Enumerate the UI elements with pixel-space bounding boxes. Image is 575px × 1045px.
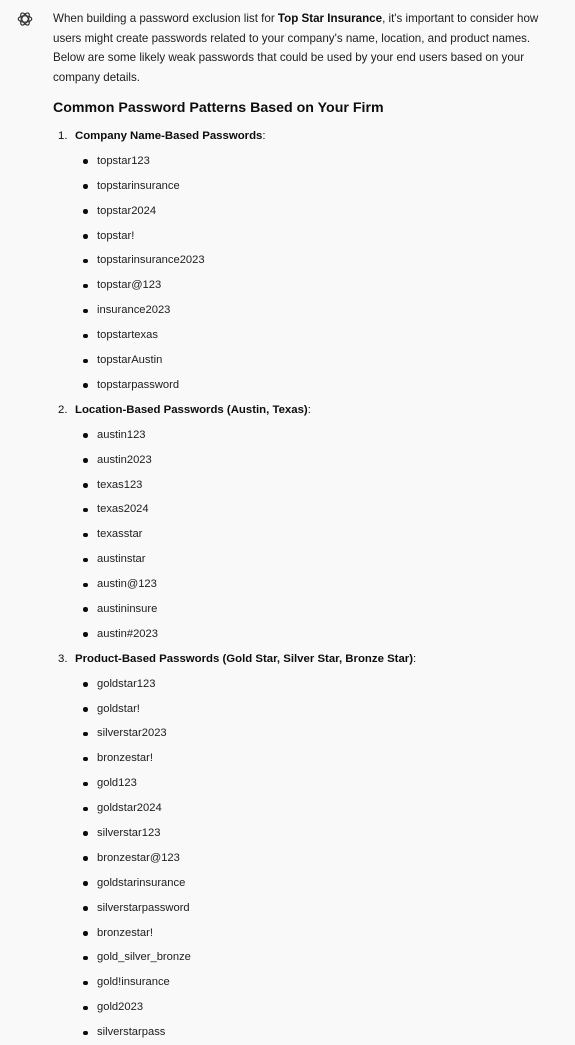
- password-text: topstarpassword: [97, 378, 180, 391]
- password-text: topstarinsurance2023: [97, 254, 205, 267]
- password-list-item: [53, 1020, 553, 1045]
- password-text: topstar2024: [97, 204, 157, 217]
- password-text: topstar!: [97, 229, 135, 242]
- password-list-item: [53, 273, 553, 298]
- password-list-item: [53, 547, 553, 572]
- password-text: texas123: [97, 478, 143, 491]
- password-list-item: [53, 896, 553, 921]
- password-text: insurance2023: [97, 304, 171, 317]
- bullet-icon: [83, 383, 88, 388]
- intro-text-after: , it's important to consider how users might create passwords related to your company's name, location, and product names. Below are some likely weak passwords that could be used by your end users based on your company details.: [53, 12, 539, 84]
- bullet-icon: [83, 284, 88, 289]
- bullet-icon: [83, 359, 88, 364]
- password-text: silverstar123: [97, 826, 161, 839]
- section-title: [53, 124, 553, 149]
- bullet-icon: [83, 682, 88, 687]
- bullet-icon: [83, 707, 88, 712]
- bullet-icon: [83, 334, 88, 339]
- bullet-icon: [83, 956, 88, 961]
- password-text: topstarinsurance: [97, 179, 180, 192]
- password-list: [53, 672, 553, 1045]
- password-list-item: [53, 622, 553, 647]
- intro-paragraph: [53, 9, 553, 87]
- bullet-icon: [83, 906, 88, 911]
- password-list: [53, 423, 553, 647]
- password-text: austin@123: [97, 578, 157, 591]
- password-text: gold_silver_bronze: [97, 951, 191, 964]
- section-title-suffix: :: [413, 652, 417, 665]
- password-list-item: [53, 448, 553, 473]
- message-content: [53, 9, 553, 1045]
- password-list-item: [53, 572, 553, 597]
- bullet-icon: [83, 632, 88, 637]
- bullet-icon: [83, 533, 88, 538]
- password-text: austinstar: [97, 553, 146, 566]
- password-list-item: [53, 497, 553, 522]
- password-list-item: [53, 423, 553, 448]
- password-text: topstar123: [97, 154, 150, 167]
- password-text: austin#2023: [97, 627, 158, 640]
- password-list-item: [53, 199, 553, 224]
- password-list-item: [53, 597, 553, 622]
- password-text: goldstar!: [97, 702, 140, 715]
- password-list-item: [53, 796, 553, 821]
- password-list-item: [53, 174, 553, 199]
- password-list-item: [53, 746, 553, 771]
- bullet-icon: [83, 309, 88, 314]
- password-sections-list: [53, 124, 553, 1045]
- bullet-icon: [83, 483, 88, 488]
- bullet-icon: [83, 807, 88, 812]
- password-text: silverstarpassword: [97, 901, 190, 914]
- password-list: [53, 149, 553, 398]
- bullet-icon: [83, 856, 88, 861]
- password-list-item: [53, 224, 553, 249]
- password-section: [53, 124, 553, 398]
- password-list-item: [53, 771, 553, 796]
- bullet-icon: [83, 1031, 88, 1036]
- bullet-icon: [83, 433, 88, 438]
- section-number: 3.: [58, 652, 68, 665]
- password-text: topstarAustin: [97, 354, 163, 367]
- password-text: bronzestar@123: [97, 851, 180, 864]
- password-section: [53, 647, 553, 1045]
- password-text: bronzestar!: [97, 926, 153, 939]
- password-list-item: [53, 522, 553, 547]
- bullet-icon: [83, 782, 88, 787]
- bullet-icon: [83, 1006, 88, 1011]
- password-list-item: [53, 298, 553, 323]
- password-text: topstartexas: [97, 329, 158, 342]
- bullet-icon: [83, 159, 88, 164]
- bullet-icon: [83, 981, 88, 986]
- password-list-item: [53, 970, 553, 995]
- password-list-item: [53, 921, 553, 946]
- bullet-icon: [83, 607, 88, 612]
- password-list-item: [53, 323, 553, 348]
- password-list-item: [53, 846, 553, 871]
- password-text: gold!insurance: [97, 976, 170, 989]
- section-title-text: Company Name-Based Passwords: [75, 130, 263, 142]
- password-list-item: [53, 248, 553, 273]
- password-text: goldstar2024: [97, 802, 162, 815]
- password-section: [53, 398, 553, 647]
- section-number: 1.: [58, 130, 68, 142]
- password-list-item: [53, 721, 553, 746]
- bullet-icon: [83, 881, 88, 886]
- bullet-icon: [83, 508, 88, 513]
- password-list-item: [53, 871, 553, 896]
- company-name: Top Star Insurance: [277, 12, 383, 25]
- password-text: silverstar2023: [97, 727, 167, 740]
- section-number: 2.: [58, 403, 68, 416]
- password-text: silverstarpass: [97, 1026, 166, 1039]
- bullet-icon: [83, 259, 88, 264]
- password-list-item: [53, 373, 553, 398]
- password-text: topstar@123: [97, 279, 162, 292]
- password-text: goldstarinsurance: [97, 876, 186, 889]
- password-text: austininsure: [97, 602, 158, 615]
- password-list-item: [53, 672, 553, 697]
- section-title-suffix: :: [262, 130, 266, 142]
- password-text: texas2024: [97, 503, 149, 516]
- password-text: goldstar123: [97, 677, 156, 690]
- password-text: gold2023: [97, 1001, 144, 1014]
- assistant-logo-icon: [16, 10, 34, 28]
- password-text: austin2023: [97, 453, 152, 466]
- bullet-icon: [83, 732, 88, 737]
- bullet-icon: [83, 458, 88, 463]
- password-text: austin123: [97, 428, 146, 441]
- password-list-item: [53, 473, 553, 498]
- password-list-item: [53, 348, 553, 373]
- section-title-text: Location-Based Passwords (Austin, Texas): [75, 403, 308, 416]
- bullet-icon: [83, 234, 88, 239]
- intro-text-before: When building a password exclusion list for: [53, 12, 278, 25]
- bullet-icon: [83, 209, 88, 214]
- bullet-icon: [83, 931, 88, 936]
- password-list-item: [53, 149, 553, 174]
- password-list-item: [53, 821, 553, 846]
- section-title: [53, 647, 553, 672]
- section-heading: Common Password Patterns Based on Your Firm: [53, 100, 384, 116]
- password-list-item: [53, 995, 553, 1020]
- password-list-item: [53, 945, 553, 970]
- password-list-item: [53, 697, 553, 722]
- password-text: bronzestar!: [97, 752, 153, 765]
- section-title-suffix: :: [307, 403, 311, 416]
- bullet-icon: [83, 757, 88, 762]
- section-title: [53, 398, 553, 423]
- password-text: texasstar: [97, 528, 143, 541]
- bullet-icon: [83, 583, 88, 588]
- bullet-icon: [83, 184, 88, 189]
- password-text: gold123: [97, 777, 137, 790]
- bullet-icon: [83, 558, 88, 563]
- bullet-icon: [83, 831, 88, 836]
- section-title-text: Product-Based Passwords (Gold Star, Silver Star, Bronze Star): [75, 652, 414, 665]
